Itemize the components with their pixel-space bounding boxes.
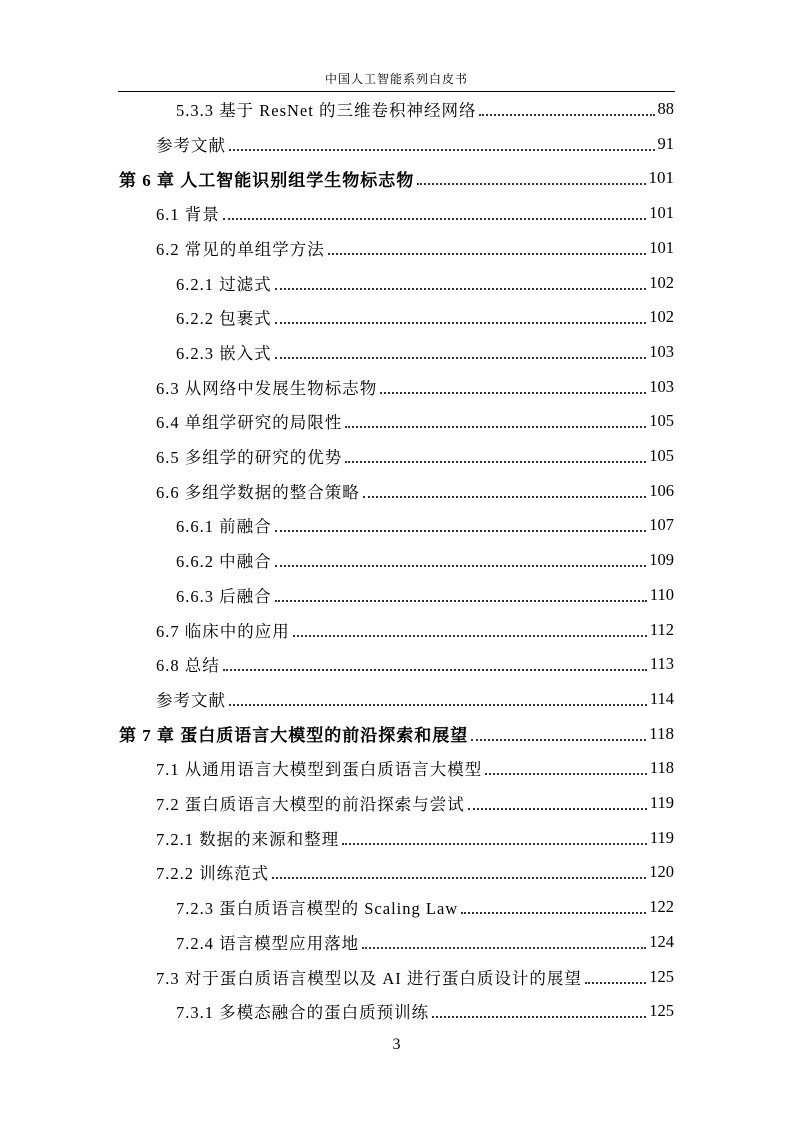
toc-dot-leader <box>362 946 646 949</box>
toc-entry[interactable] <box>156 439 674 473</box>
toc-entry[interactable] <box>156 786 674 820</box>
toc-entry-page: 120 <box>649 862 674 882</box>
toc-dot-leader <box>345 460 646 463</box>
toc-entry[interactable] <box>119 161 674 195</box>
toc-dot-leader <box>345 425 646 428</box>
toc-entry-title: 6.3 从网络中发展生物标志物 <box>156 378 378 398</box>
toc-entry-page: 103 <box>649 341 674 361</box>
toc-dot-leader <box>223 217 647 220</box>
toc-entry[interactable] <box>176 92 674 126</box>
toc-dot-leader <box>468 807 647 810</box>
toc-entry-page: 102 <box>649 307 674 327</box>
toc-entry-page: 105 <box>649 411 674 431</box>
toc-entry-page: 114 <box>649 688 674 708</box>
toc-entry-title: 参考文献 <box>156 135 226 155</box>
toc-dot-leader <box>275 529 647 532</box>
toc-entry[interactable] <box>176 300 674 334</box>
toc-entry-page: 122 <box>649 897 674 917</box>
toc-entry-page: 107 <box>649 515 674 535</box>
toc-dot-leader <box>342 842 647 845</box>
toc-entry[interactable] <box>176 543 674 577</box>
toc-entry-page: 103 <box>649 376 674 396</box>
toc-entry-title: 6.7 临床中的应用 <box>156 621 290 641</box>
toc-dot-leader <box>293 634 647 637</box>
toc-entry-page: 101 <box>648 168 674 188</box>
toc-entry-title: 6.2 常见的单组学方法 <box>156 239 325 259</box>
toc-entry[interactable] <box>176 508 674 542</box>
toc-entry-page: 125 <box>649 1001 674 1021</box>
toc-entry-title: 6.6 多组学数据的整合策略 <box>156 482 360 502</box>
toc-entry-title: 7.1 从通用语言大模型到蛋白质语言大模型 <box>156 760 483 780</box>
toc-dot-leader <box>272 876 646 879</box>
running-header: 中国人工智能系列白皮书 <box>324 72 468 86</box>
toc-entry-title: 6.6.3 后融合 <box>176 586 272 606</box>
toc-entry[interactable] <box>156 960 674 994</box>
toc-dot-leader <box>585 981 646 984</box>
toc-entry-title: 7.2 蛋白质语言大模型的前沿探索与尝试 <box>156 795 465 814</box>
toc-dot-leader <box>479 113 654 116</box>
toc-dot-leader <box>380 391 646 394</box>
toc-entry[interactable] <box>176 578 674 612</box>
toc-entry-title: 7.3.1 多模态融合的蛋白质预训练 <box>176 1003 430 1023</box>
toc-entry[interactable] <box>156 647 674 681</box>
toc-entry-title: 6.2.3 嵌入式 <box>176 343 272 363</box>
toc-entry[interactable] <box>176 266 674 300</box>
toc-entry-title: 6.2.2 包裹式 <box>176 309 272 329</box>
toc-entry-page: 110 <box>649 584 674 604</box>
toc-entry[interactable] <box>156 370 674 404</box>
toc-dot-leader <box>471 738 646 741</box>
page-number: 3 <box>392 1036 401 1053</box>
toc-dot-leader <box>229 703 647 706</box>
toc-dot-leader <box>461 911 646 914</box>
toc-dot-leader <box>275 321 647 324</box>
toc-dot-leader <box>363 495 647 498</box>
toc-entry-title: 第 6 章 人工智能识别组学生物标志物 <box>119 170 415 190</box>
toc-entry[interactable] <box>156 127 674 161</box>
toc-entry-page: 118 <box>649 723 674 743</box>
toc-entry-page: 101 <box>649 203 674 223</box>
toc-dot-leader <box>485 772 647 775</box>
toc-dot-leader <box>275 599 647 602</box>
toc-entry-page: 119 <box>649 793 674 812</box>
toc-entry-title: 7.2.2 训练范式 <box>156 864 270 884</box>
toc-entry-title: 6.2.1 过滤式 <box>176 274 272 294</box>
toc-dot-leader <box>223 668 647 671</box>
toc-entry[interactable] <box>156 231 674 265</box>
toc-entry[interactable] <box>176 925 674 959</box>
toc-entry-page: 106 <box>649 480 674 500</box>
toc-entry-title: 6.6.1 前融合 <box>176 517 272 537</box>
toc-dot-leader <box>275 287 647 290</box>
toc-entry[interactable] <box>156 404 674 438</box>
toc-dot-leader <box>275 564 647 567</box>
toc-entry[interactable] <box>176 994 674 1028</box>
toc-entry-page: 124 <box>649 931 674 951</box>
toc-entry[interactable] <box>156 613 674 647</box>
toc-entry[interactable] <box>156 474 674 508</box>
toc-entry-title: 6.6.2 中融合 <box>176 552 272 572</box>
toc-entry[interactable] <box>119 717 674 751</box>
toc-entry-page: 125 <box>649 966 674 986</box>
toc-entry-title: 参考文献 <box>156 690 226 710</box>
toc-dot-leader <box>432 1015 646 1018</box>
toc-dot-leader <box>417 182 645 185</box>
toc-entry-page: 118 <box>649 758 674 778</box>
toc-entry-page: 109 <box>649 550 674 570</box>
toc-entry-title: 7.2.1 数据的来源和整理 <box>156 829 340 849</box>
toc-dot-leader <box>275 356 647 359</box>
toc-entry-page: 88 <box>657 99 674 118</box>
toc-entry-title: 6.5 多组学的研究的优势 <box>156 448 343 467</box>
toc-entry-page: 102 <box>649 272 674 292</box>
toc-entry-page: 101 <box>649 237 674 257</box>
toc-entry-title: 第 7 章 蛋白质语言大模型的前沿探索和展望 <box>119 726 469 746</box>
toc-entry-title: 7.2.4 语言模型应用落地 <box>176 933 360 953</box>
toc-dot-leader <box>328 252 647 255</box>
toc-entry-page: 112 <box>649 619 674 639</box>
toc-entry-page: 113 <box>649 654 674 674</box>
toc-entry-title: 6.8 总结 <box>156 656 220 676</box>
toc-entry-title: 7.2.3 蛋白质语言模型的 Scaling Law <box>176 899 459 919</box>
toc-entry-title: 6.4 单组学研究的局限性 <box>156 413 343 433</box>
toc-entry[interactable] <box>176 335 674 369</box>
toc-entry[interactable] <box>156 821 674 855</box>
toc-entry[interactable] <box>156 855 674 889</box>
toc-entry-title: 7.3 对于蛋白质语言模型以及 AI 进行蛋白质设计的展望 <box>156 968 582 988</box>
toc-entry[interactable] <box>156 196 674 230</box>
toc-entry[interactable] <box>156 751 674 785</box>
toc-dot-leader <box>229 148 655 151</box>
toc-entry-title: 5.3.3 基于 ResNet 的三维卷积神经网络 <box>176 101 477 120</box>
toc-entry[interactable] <box>176 890 674 924</box>
toc-entry[interactable] <box>156 682 674 716</box>
toc-entry-page: 105 <box>649 446 674 465</box>
toc-entry-page: 91 <box>657 133 674 153</box>
toc-entry-page: 119 <box>649 827 674 847</box>
toc-entry-title: 6.1 背景 <box>156 205 220 225</box>
